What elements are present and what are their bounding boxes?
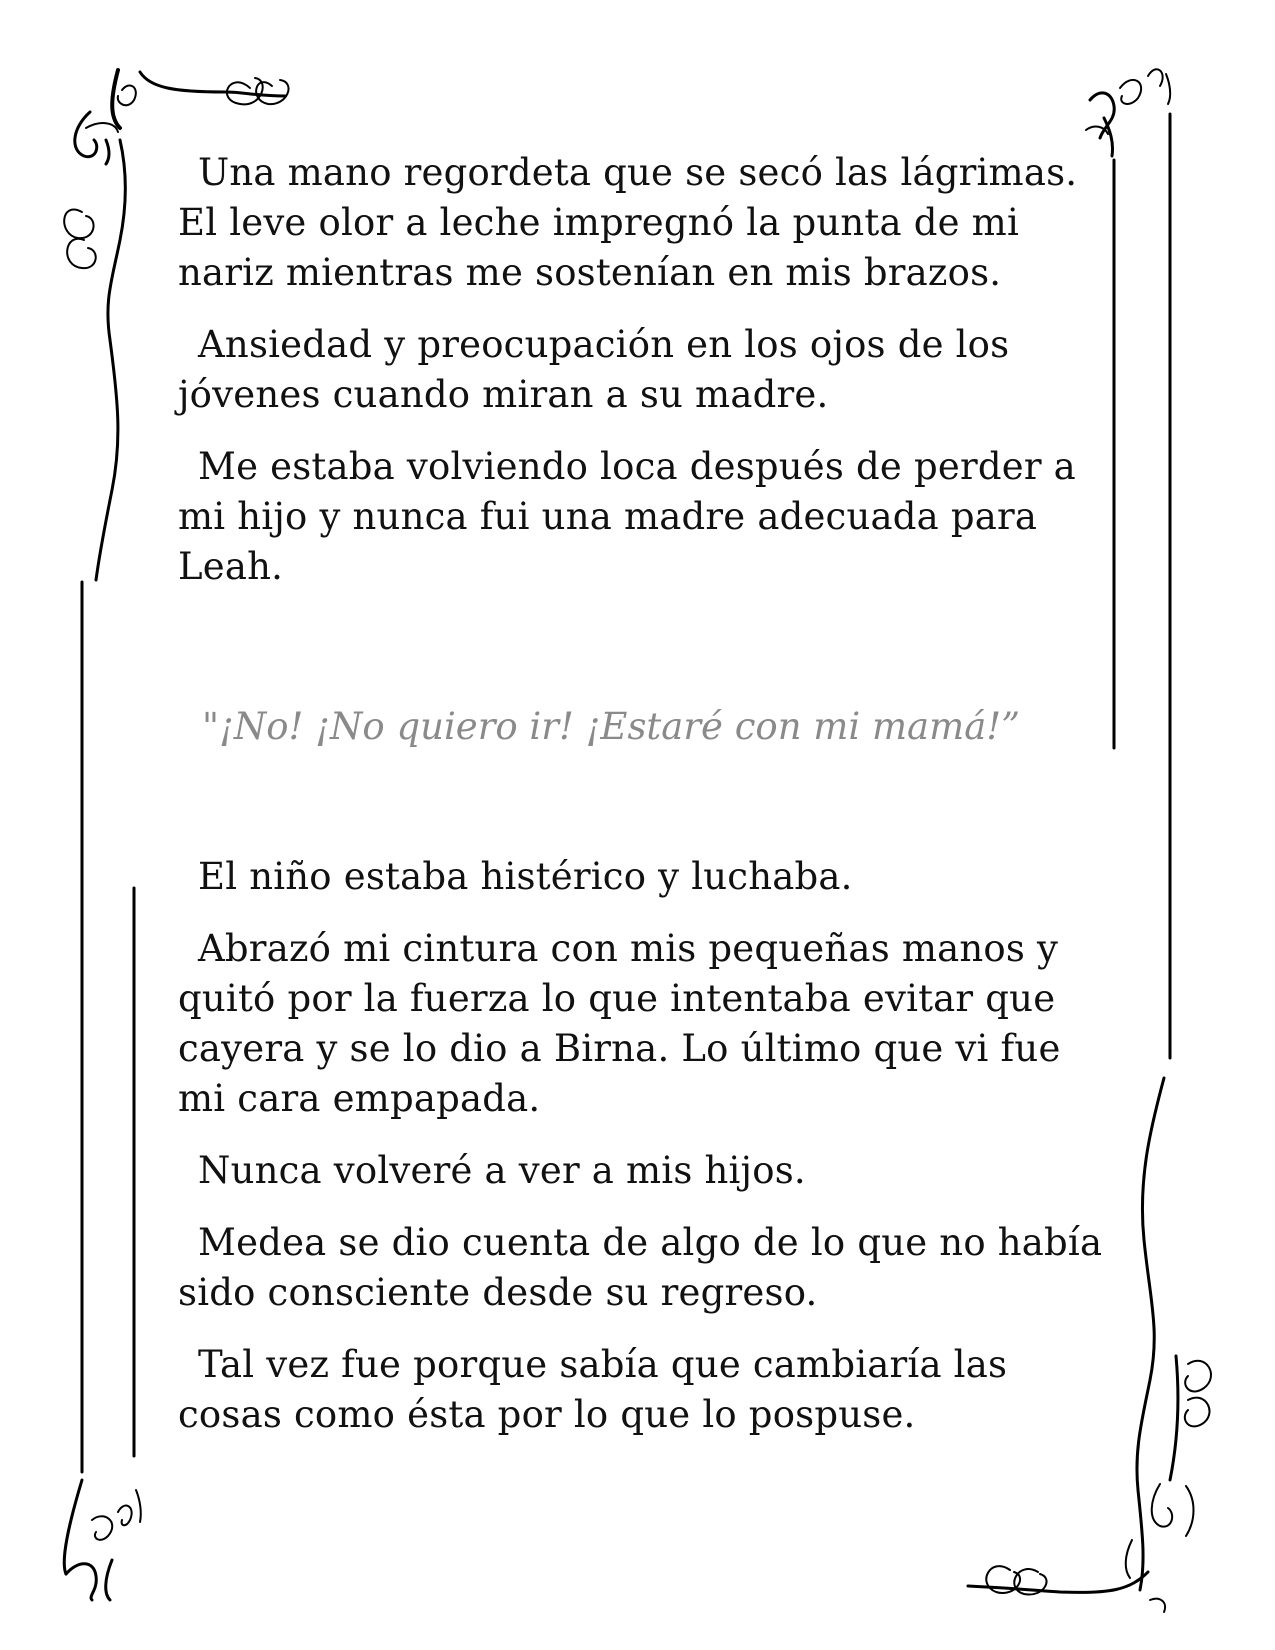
lower-text-block	[178, 852, 1118, 1462]
paragraph-2: Ansiedad y preocupación en los ojos de los jóvenes cuando miran a su madre.	[178, 323, 1010, 416]
flourish-bottom-left-icon	[64, 1480, 141, 1600]
dialogue-quote: "¡No! ¡No quiero ir! ¡Estaré con mi mamá!”	[202, 705, 1021, 748]
paragraph-5: Abrazó mi cintura con mis pequeñas manos y quitó por la fuerza lo que intentaba evitar que cayera y se lo dio a Birna. Lo último que vi fue mi cara empapada.	[178, 927, 1061, 1120]
paragraph-3: Me estaba volviendo loca después de perder a mi hijo y nunca fui una madre adecuada para Leah.	[178, 445, 1076, 588]
paragraph-4: El niño estaba histérico y luchaba.	[198, 855, 853, 898]
paragraph-1: Una mano regordeta que se secó las lágrimas. El leve olor a leche impregnó la punta de mi nariz mientras me sostenían en mis brazos.	[178, 151, 1078, 294]
paragraph-7: Medea se dio cuenta de algo de lo que no había sido consciente desde su regreso.	[178, 1221, 1103, 1314]
upper-text-block	[178, 148, 1118, 614]
flourish-top-right-icon	[1086, 69, 1170, 156]
paragraph-8: Tal vez fue porque sabía que cambiaría las cosas como ésta por lo que lo pospuse.	[178, 1343, 1008, 1436]
paragraph-6: Nunca volveré a ver a mis hijos.	[198, 1149, 806, 1192]
